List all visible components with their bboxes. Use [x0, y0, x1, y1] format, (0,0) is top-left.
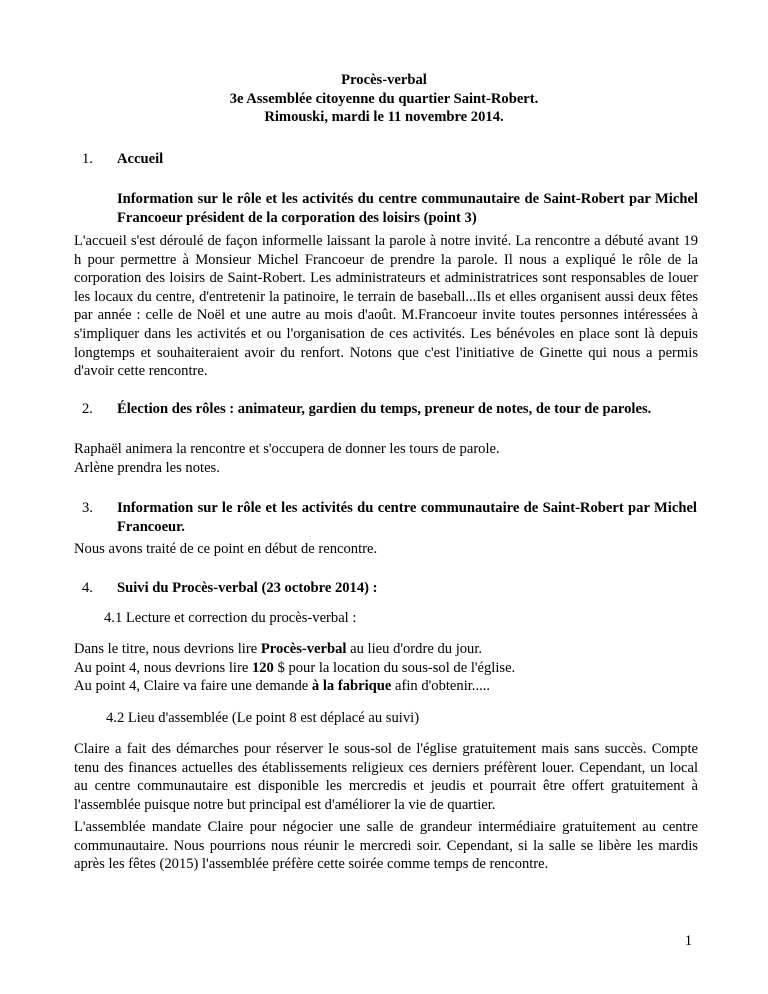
section-2-line-2: Arlène prendra les notes. — [74, 460, 220, 476]
subsection-4-2-title: 4.2 Lieu d'assemblée (Le point 8 est déplacé au suivi) — [106, 710, 420, 726]
section-1-body: L'accueil s'est déroulé de façon informelle laissant la parole à notre invité. La rencontre a débuté avant 19 h pour permettre à Monsieur Michel Francoeur de prendre la parole. Il nous a expliqué le rôle de la corporation des loisirs de Saint-Robert. Les administrateurs et administratrices sont responsables de louer les locaux du centre, d'entretenir la patinoire, le terrain de baseball...Ils et elles organisent aussi deux fêtes par année : celle de Noël et une autre au mois d'août. M.Francoeur invite toutes personnes intéressées à s'impliquer dans les activités et ou l'organisation de ces activités. Les bénévoles en place sont là depuis longtemps et souhaiteraient avoir du renfort. Notons que c'est l'initiative de Ginette qui nous a permis d'avoir cette rencontre. — [74, 233, 698, 380]
section-4-number: 4. — [82, 580, 93, 596]
correction-1-text: Dans le titre, nous devrions lire — [74, 641, 261, 657]
section-3-title: Information sur le rôle et les activités du centre communautaire de Saint-Robert par Michel Francoeur. — [117, 500, 697, 535]
correction-3-text-end: afin d'obtenir..... — [391, 678, 491, 694]
title-line-2: 3e Assemblée citoyenne du quartier Saint-Robert. — [229, 90, 539, 107]
section-4-title: Suivi du Procès-verbal (23 octobre 2014) : — [117, 580, 378, 596]
section-3-body: Nous avons traité de ce point en début de rencontre. — [74, 541, 378, 557]
title-line-1: Procès-verbal — [341, 72, 427, 88]
section-1-title: Accueil — [117, 151, 164, 167]
section-4-paragraph-2: L'assemblée mandate Claire pour négocier une salle de grandeur intermédiaire gratuitement au centre communautaire. Nous pourrions nous réunir le mercredi soir. Cependant, si la salle se libère les mardis après les fêtes (2015) l'assemblée préfère cette soirée comme temps de rencontre. — [74, 819, 698, 873]
section-2-title: Élection des rôles : animateur, gardien du temps, preneur de notes, de tour de paroles. — [117, 401, 652, 417]
correction-line-1 — [74, 640, 698, 659]
correction-line-2 — [74, 659, 698, 678]
correction-1-text-end: au lieu d'ordre du jour. — [346, 641, 483, 657]
section-3-number: 3. — [82, 500, 93, 516]
correction-3-bold: à la fabrique — [311, 678, 392, 694]
correction-2-text: Au point 4, nous devrions lire — [74, 660, 252, 676]
document-title — [0, 71, 768, 127]
correction-2-text-end: $ pour la location du sous-sol de l'église. — [273, 660, 516, 676]
title-line-3: Rimouski, mardi le 11 novembre 2014. — [264, 109, 504, 126]
section-2-number: 2. — [82, 401, 93, 417]
correction-line-3 — [74, 677, 698, 696]
section-1-number: 1. — [82, 151, 93, 167]
correction-1-bold: Procès-verbal — [260, 641, 347, 657]
section-4-paragraph-1: Claire a fait des démarches pour réserver le sous-sol de l'église gratuitement mais sans succès. Compte tenu des finances actuelles des établissements religieux ces derniers préfèrent louer. Cependant, un local au centre communautaire est disponible les mercredis et jeudis et pourrait être offert gratuitement à l'assemblée puisque notre but principal est d'améliorer la vie de quartier. — [74, 741, 698, 813]
correction-3-text: Au point 4, Claire va faire une demande — [74, 678, 312, 694]
section-1-subtitle: Information sur le rôle et les activités du centre communautaire de Saint-Robert par Michel Francoeur président de la corporation des loisirs (point 3) — [117, 191, 698, 226]
page-number: 1 — [684, 933, 692, 949]
subsection-4-1-title: 4.1 Lecture et correction du procès-verbal : — [104, 610, 357, 626]
correction-2-bold: 120 — [251, 660, 274, 676]
section-2-line-1: Raphaël animera la rencontre et s'occupera de donner les tours de parole. — [74, 441, 500, 457]
